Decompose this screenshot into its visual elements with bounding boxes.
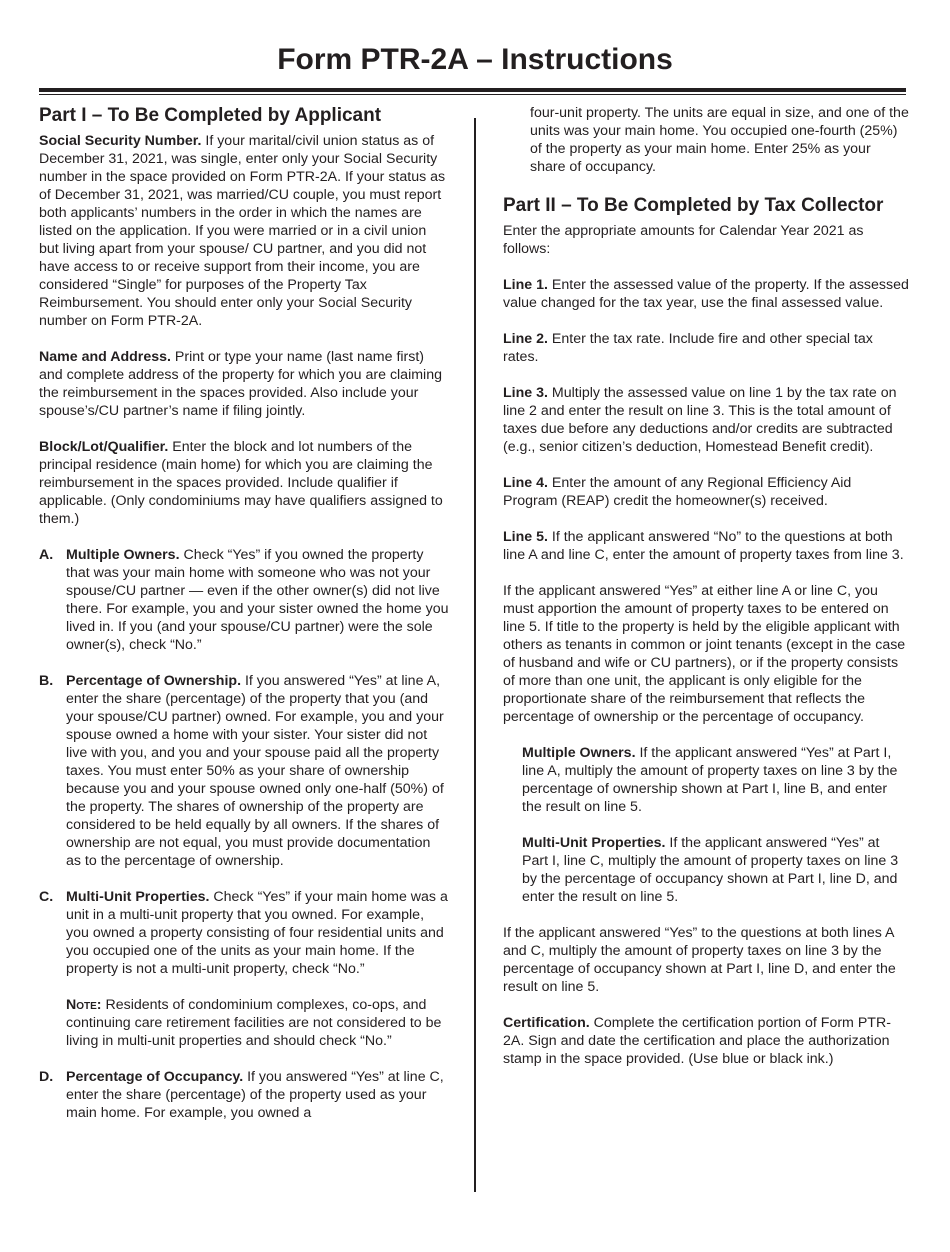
- column-divider: [474, 118, 476, 1192]
- line4-text: Enter the amount of any Regional Efficiency Aid Program (REAP) credit the homeowner(s) received.: [503, 475, 852, 509]
- left-column: [39, 104, 449, 1140]
- multiple-owners-text: If the applicant answered “Yes” at Part I, line A, multiply the amount of property taxes on line 3 by the percentage of ownership shown at Part I, line B, and enter the result on line 5.: [522, 745, 898, 815]
- ssn-paragraph: [39, 132, 449, 330]
- line5-paragraph: [503, 528, 909, 564]
- item-a-letter: A.: [39, 547, 54, 563]
- title-rule-thick: [39, 88, 906, 92]
- multiple-owners-lead: Multiple Owners.: [522, 745, 636, 761]
- line3-paragraph: [503, 384, 909, 456]
- note-text: Residents of condominium complexes, co-ops, and continuing care retirement facilities are not considered to be living in multi-unit properties and should check “No.”: [66, 997, 442, 1049]
- item-c-text: Check “Yes” if your main home was a unit in a multi-unit property that you owned. For example, you owned a property consisting of four residential units and you occupied one of the units as your main home. If the property is not a multi-unit property, check “No.”: [66, 889, 448, 977]
- item-c-lead: Multi-Unit Properties.: [66, 889, 210, 905]
- item-a-text: Check “Yes” if you owned the property that was your main home with someone who was not your spouse/CU partner — even if the other owner(s) did not live there. For example, you and your sister owned the home you lived in. If you (and your spouse/CU partner) were the sole owner(s), check “No.”: [66, 547, 449, 653]
- name-address-lead: Name and Address.: [39, 349, 171, 365]
- block-lot-lead: Block/Lot/Qualifier.: [39, 439, 169, 455]
- item-d-lead: Percentage of Occupancy.: [66, 1069, 244, 1085]
- line1-lead: Line 1.: [503, 277, 548, 293]
- line4-lead: Line 4.: [503, 475, 548, 491]
- item-d: [39, 1068, 449, 1122]
- item-d-text: If you answered “Yes” at line C, enter the share (percentage) of the property used as your main home. For example, you owned a: [66, 1069, 444, 1121]
- block-lot-paragraph: [39, 438, 449, 528]
- line2-text: Enter the tax rate. Include fire and other special tax rates.: [503, 331, 873, 365]
- item-c-body: [66, 888, 449, 978]
- note-paragraph: [39, 996, 449, 1050]
- item-b-body: [66, 672, 449, 870]
- item-c: [39, 888, 449, 978]
- multi-unit-text: If the applicant answered “Yes” at Part I, line C, multiply the amount of property taxes on line 3 by the percentage of occupancy shown at Part I, line D, and enter the result on line 5.: [522, 835, 899, 905]
- item-b-letter: B.: [39, 673, 54, 689]
- line4-paragraph: [503, 474, 909, 510]
- name-address-text: Print or type your name (last name first) and complete address of the property for which you are claiming the reimbursement in the spaces provided. Also include your spouse’s/CU partner’s name if filing jointly.: [39, 349, 442, 419]
- line5-lead: Line 5.: [503, 529, 548, 545]
- part2-heading: Part II – To Be Completed by Tax Collector: [503, 195, 884, 216]
- part2-intro: Enter the appropriate amounts for Calendar Year 2021 as follows:: [503, 223, 864, 257]
- line3-text: Multiply the assessed value on line 1 by the tax rate on line 2 and enter the result on line 3. This is the total amount of taxes due before any deductions and/or credits are subtracted (e.g., senior citizen’s deduction, Homestead Benefit credit).: [503, 385, 897, 455]
- page-title: Form PTR-2A – Instructions: [277, 43, 673, 76]
- right-column: [503, 104, 909, 1086]
- title-rule-thin: [39, 94, 906, 95]
- multi-unit-lead: Multi-Unit Properties.: [522, 835, 666, 851]
- item-a: [39, 546, 449, 654]
- line5-text: If the applicant answered “No” to the questions at both line A and line C, enter the amount of property taxes from line 3.: [503, 529, 904, 563]
- line2-lead: Line 2.: [503, 331, 548, 347]
- item-d-body: [66, 1068, 449, 1122]
- item-b-lead: Percentage of Ownership.: [66, 673, 242, 689]
- item-b-text: If you answered “Yes” at line A, enter the share (percentage) of the property that you (and your spouse/CU partner) owned. For example, you and your spouse owned a home with your sister. Your sister did not live with you, and you and your spouse paid all the property taxes. You must enter 50% as your share of ownership because you and your spouse owned only one-half (50%) of the property. The shares of ownership of the property are considered to be held equally by all owners. If the shares of ownership are not equal, you must provide documentation as to the percentage of ownership.: [66, 673, 444, 869]
- ssn-text: If your marital/civil union status as of December 31, 2021, was single, enter only your Social Security number in the space provided on Form PTR-2A. If your status as of December 31, 2021, was married/CU couple, you must report both applicants’ numbers in the order in which the names are listed on the application. If you were married or in a civil union but living apart from your spouse/ CU partner, and you did not have access to or receive support from their income, you are considered “Single” for purposes of the Property Tax Reimbursement. You should enter only your Social Security number on Form PTR-2A.: [39, 133, 446, 329]
- line1-paragraph: [503, 276, 909, 312]
- block-lot-text: Enter the block and lot numbers of the principal residence (main home) for which you are claiming the reimbursement in the spaces provided. Include qualifier if applicable. (Only condominiums may have qualifiers assigned to them.): [39, 439, 443, 527]
- certification-text: Complete the certification portion of Form PTR-2A. Sign and date the certification and place the authorization stamp in the space provided. (Use blue or black ink.): [503, 1015, 891, 1067]
- apportion-paragraph: If the applicant answered “Yes” at either line A or line C, you must apportion the amount of property taxes to be entered on line 5. If title to the property is held by the eligible applicant with others as tenants in common or joint tenants (except in the case of husband and wife or CU partners), or if the property consists of more than one unit, the applicant is only eligible for the proportionate share of the reimbursement that reflects the percentage of ownership or the percentage of occupancy.: [503, 583, 906, 725]
- item-b: [39, 672, 449, 870]
- item-c-letter: C.: [39, 889, 54, 905]
- part1-heading: Part I – To Be Completed by Applicant: [39, 105, 382, 126]
- line2-paragraph: [503, 330, 909, 366]
- both-yes-paragraph: If the applicant answered “Yes” to the questions at both lines A and C, multiply the amount of property taxes on line 3 by the percentage of occupancy shown at Part I, line D, and enter the result on line 5.: [503, 925, 896, 995]
- multiple-owners-paragraph: [503, 744, 909, 816]
- item-a-body: [66, 546, 449, 654]
- ssn-lead: Social Security Number.: [39, 133, 202, 149]
- certification-lead: Certification.: [503, 1015, 590, 1031]
- line1-text: Enter the assessed value of the property. If the assessed value changed for the tax year, use the final assessed value.: [503, 277, 909, 311]
- certification-paragraph: [503, 1014, 909, 1068]
- item-d-continued: four-unit property. The units are equal in size, and one of the units was your main home. You occupied one-fourth (25%) of the property as your main home. Enter 25% as your share of occupancy.: [530, 105, 909, 175]
- item-d-letter: D.: [39, 1069, 54, 1085]
- line3-lead: Line 3.: [503, 385, 548, 401]
- multi-unit-paragraph: [503, 834, 909, 906]
- note-lead: Note:: [66, 997, 102, 1013]
- name-address-paragraph: [39, 348, 449, 420]
- item-a-lead: Multiple Owners.: [66, 547, 180, 563]
